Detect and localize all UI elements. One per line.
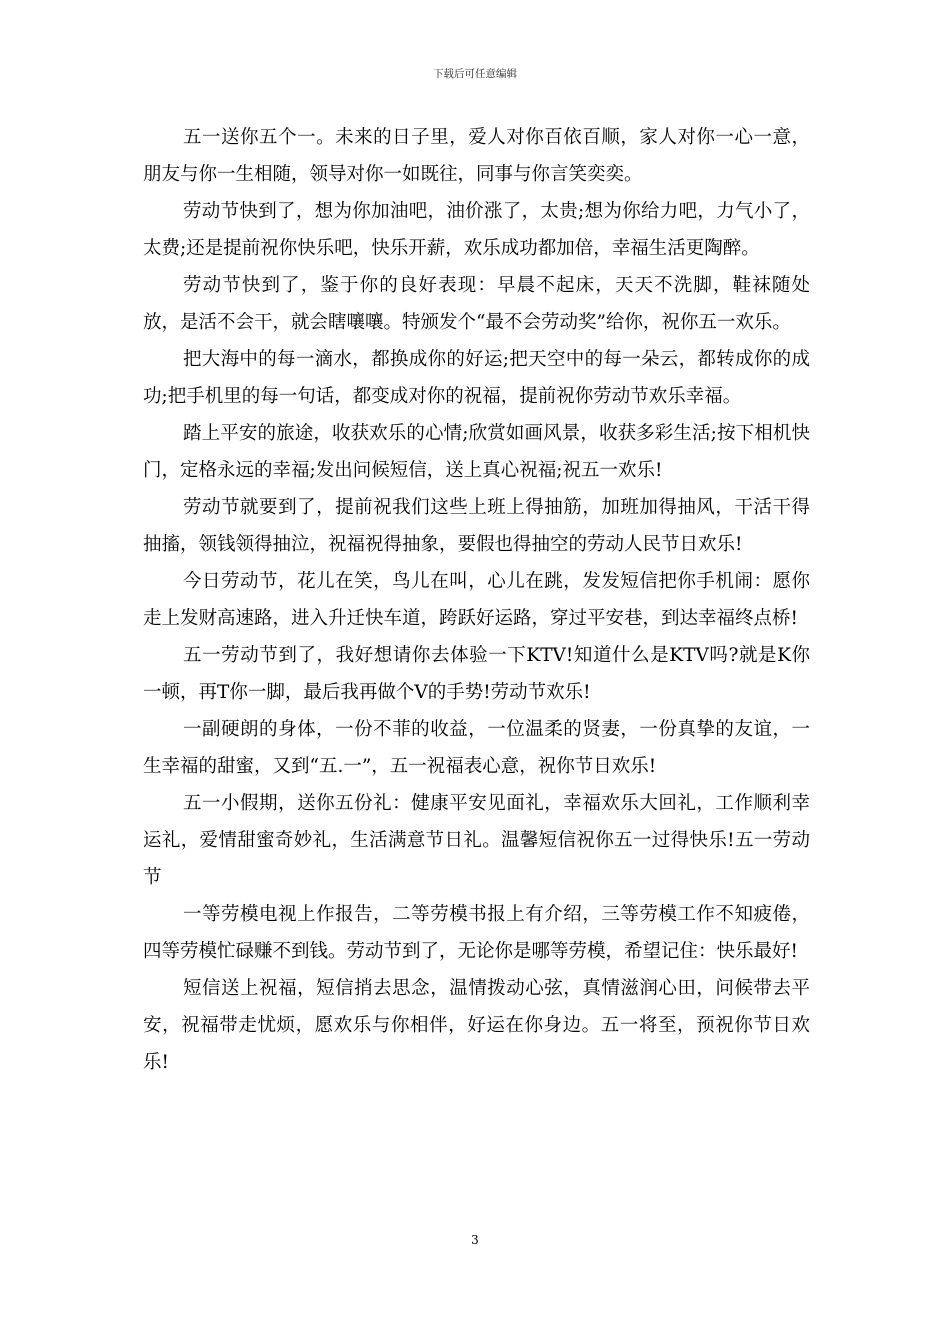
paragraph: 劳动节快到了，鉴于你的良好表现：早晨不起床，天天不洗脚，鞋袜随处放，是活不会干，就会瞎嚷嚷。特颁发个“最不会劳动奖”给你，祝你五一欢乐。 (143, 275, 810, 333)
page-number: 3 (471, 1233, 479, 1247)
paragraph: 五一劳动节到了，我好想请你去体验一下KTV!知道什么是KTV吗?就是K你一顿，再T你一脚，最后我再做个V的手势!劳动节欢乐! (143, 645, 810, 703)
paragraph: 五一送你五个一。未来的日子里，爱人对你百依百顺，家人对你一心一意，朋友与你一生相随，领导对你一如既往，同事与你言笑奕奕。 (143, 127, 810, 185)
page-header: 下载后可任意编辑 (433, 68, 517, 80)
paragraph: 劳动节快到了，想为你加油吧，油价涨了，太贵;想为你给力吧，力气小了，太费;还是提前祝你快乐吧，快乐开薪，欢乐成功都加倍，幸福生活更陶醉。 (143, 201, 810, 259)
paragraph: 短信送上祝福，短信捎去思念，温情拨动心弦，真情滋润心田，问候带去平安，祝福带走忧烦，愿欢乐与你相伴，好运在你身边。五一将至，预祝你节日欢乐! (143, 978, 810, 1073)
paragraph: 把大海中的每一滴水，都换成你的好运;把天空中的每一朵云，都转成你的成功;把手机里的每一句话，都变成对你的祝福，提前祝你劳动节欢乐幸福。 (143, 349, 810, 407)
paragraph: 五一小假期，送你五份礼：健康平安见面礼，幸福欢乐大回礼，工作顺利幸运礼，爱情甜蜜奇妙礼，生活满意节日礼。温馨短信祝你五一过得快乐!五一劳动节 (143, 793, 810, 888)
paragraph: 今日劳动节，花儿在笑，鸟儿在叫，心儿在跳，发发短信把你手机闹：愿你走上发财高速路，进入升迁快车道，跨跃好运路，穿过平安巷，到达幸福终点桥! (143, 571, 810, 629)
document-body (143, 119, 810, 1081)
paragraph: 劳动节就要到了，提前祝我们这些上班上得抽筋，加班加得抽风，干活干得抽搐，领钱领得抽泣，祝福祝得抽象，要假也得抽空的劳动人民节日欢乐! (143, 497, 810, 555)
paragraph: 踏上平安的旅途，收获欢乐的心情;欣赏如画风景，收获多彩生活;按下相机快门，定格永远的幸福;发出问候短信，送上真心祝福;祝五一欢乐! (143, 423, 810, 481)
paragraph: 一等劳模电视上作报告，二等劳模书报上有介绍，三等劳模工作不知疲倦，四等劳模忙碌赚不到钱。劳动节到了，无论你是哪等劳模，希望记住：快乐最好! (143, 904, 810, 962)
paragraph: 一副硬朗的身体，一份不菲的收益，一位温柔的贤妻，一份真挚的友谊，一生幸福的甜蜜，又到“五.一”，五一祝福表心意，祝你节日欢乐! (143, 719, 810, 777)
